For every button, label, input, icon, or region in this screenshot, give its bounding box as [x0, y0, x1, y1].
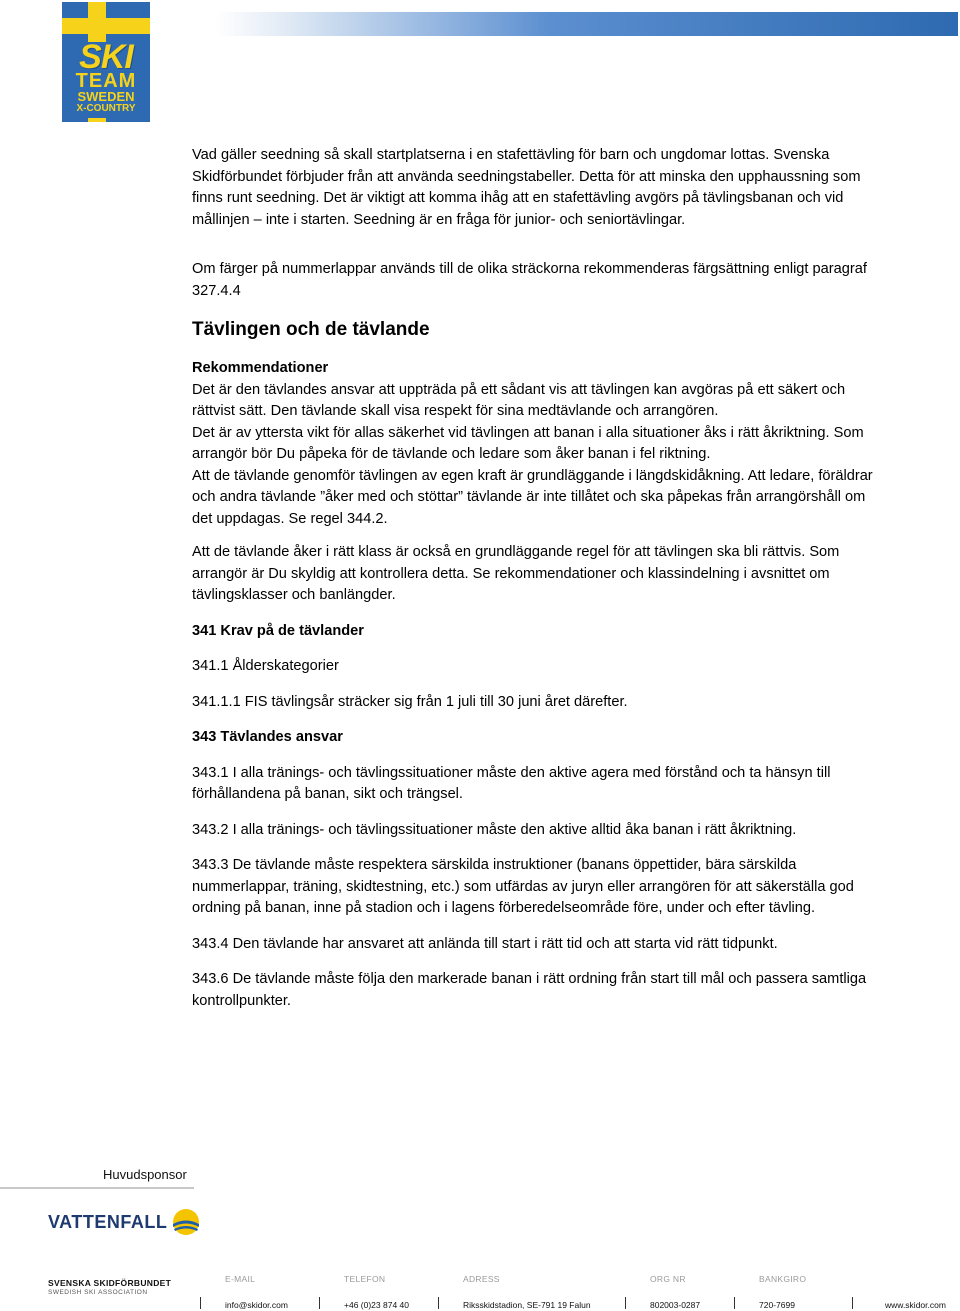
seeding-paragraph: Vad gäller seedning så skall startplatserna i en stafettävling för barn och ungdomar lottas. Svenska Skidförbundet förbjuder från att använda seedningstabeller. Detta för att minska den upphaussning som finns runt seedning. Det är viktigt att komma ihåg att en stafettävling avgörs på tävlingsbanan och vid mållinjen – inte i starten. Seedning är en fråga för junior- och seniortävlingar.: [192, 147, 861, 228]
email-link[interactable]: info@skidor.com: [225, 1300, 288, 1310]
ssf-name: SVENSKA SKIDFÖRBUNDET: [48, 1278, 172, 1288]
footer-separator: [200, 1297, 201, 1309]
footer-separator: [438, 1297, 439, 1309]
address-label: ADRESS: [463, 1274, 500, 1284]
header-gradient-bar: [216, 12, 958, 36]
org-nr-label: ORG NR: [650, 1274, 686, 1284]
footer-separator: [852, 1297, 853, 1309]
org-nr-value: 802003-0287: [650, 1300, 701, 1310]
rule-343-6: 343.6 De tävlande måste följa den markerade banan i rätt ordning från start till mål och passera samtliga kontrollpunkter.: [192, 971, 867, 1009]
phone-label: TELEFON: [344, 1274, 386, 1284]
recommendation-3: Att de tävlande genomför tävlingen av egen kraft är grundläggande i längdskidåkning. Att ledare, föräldrar och andra tävlande ”åker med och stöttar” tävlande är inte tillåtet och ska påpekas från arrangörshåll om det uppdagas. Se regel 344.2.: [192, 467, 873, 527]
recommendation-2: Det är av yttersta vikt för allas säkerhet vid tävlingen att banan i alla situationer åks i rätt åkriktning. Som arrangör bör Du påpeka för de tävlande och ledare som åker banan i fel riktning.: [192, 424, 864, 462]
rule-341-1: 341.1 Ålderskategorier: [192, 658, 339, 674]
rule-343-3: 343.3 De tävlande måste respektera särskilda instruktioner (banans öppettider, bära särskilda nummerlappar, träning, skidtestning, etc.) som utfärdas av juryn eller arrangören för att säkerställa god ordning på banan, inne på stadion och i lagens förberedelseområde före, under och efter tävling.: [192, 857, 854, 916]
vattenfall-logo: [48, 1207, 201, 1237]
rule-343-1: 343.1 I alla tränings- och tävlingssituationer måste den aktive agera med förstånd och ta hänsyn till förhållandena på banan, sikt och trängsel.: [192, 764, 831, 802]
footer-separator: [625, 1297, 626, 1309]
footer-separator: [319, 1297, 320, 1309]
rule-343-title: 343 Tävlandes ansvar: [192, 729, 343, 745]
document-body: [192, 145, 882, 1012]
bankgiro-value: 720-7699: [759, 1300, 795, 1310]
email-label: E-MAIL: [225, 1274, 256, 1284]
ssf-name-english: SWEDISH SKI ASSOCIATION: [48, 1289, 148, 1296]
sponsor-divider: [0, 1187, 194, 1189]
address-value: Riksskidstadion, SE-791 19 Falun: [463, 1300, 591, 1310]
rule-341-1-1: 341.1.1 FIS tävlingsår sträcker sig från 1 juli till 30 juni året därefter.: [192, 693, 628, 710]
section-heading: Tävlingen och de tävlande: [192, 319, 430, 340]
logo-ski-text: SKI: [79, 38, 133, 76]
recommendation-4: Att de tävlande åker i rätt klass är också en grundläggande regel för att tävlingen ska bli rättvis. Som arrangör är Du skyldig att kontrollera detta. Se rekommendationer och klassindelning i avsnittet om tävlingsklasser och banlängder.: [192, 544, 840, 603]
rule-343-4: 343.4 Den tävlande har ansvaret att anlända till start i rätt tid och att starta vid rätt tidpunkt.: [192, 935, 778, 952]
bankgiro-label: BANKGIRO: [759, 1274, 807, 1284]
flag-cross-horizontal: [62, 18, 150, 34]
vattenfall-wordmark: VATTENFALL: [48, 1211, 168, 1232]
logo-discipline-text: X-COUNTRY: [76, 103, 136, 114]
vattenfall-sun-icon: [171, 1207, 201, 1237]
rule-343-2: 343.2 I alla tränings- och tävlingssituationer måste den aktive alltid åka banan i rätt åkriktning.: [192, 821, 797, 838]
footer-separator: [734, 1297, 735, 1309]
recommendation-1: Det är den tävlandes ansvar att uppträda på ett sådant vis att tävlingen kan avgöras på ett säkert och rättvist sätt. Den tävlande skall visa respekt för sina medtävlande och arrangören.: [192, 381, 846, 419]
ssf-logo: [48, 1278, 171, 1297]
phone-value: +46 (0)23 874 40: [344, 1300, 409, 1310]
logo-text-box: [66, 38, 146, 118]
logo-country-text: SWEDEN: [77, 89, 135, 104]
rule-341-title: 341 Krav på de tävlander: [192, 622, 364, 639]
website-link[interactable]: www.skidor.com: [885, 1300, 946, 1310]
recommendations-heading: Rekommendationer: [192, 360, 329, 376]
sponsor-label: Huvudsponsor: [103, 1167, 187, 1182]
bib-color-paragraph: Om färger på nummerlappar används till de olika sträckorna rekommenderas färgsättning enligt paragraf 327.4.4: [192, 261, 867, 299]
ski-team-sweden-logo: [62, 2, 150, 122]
logo-team-text: TEAM: [75, 70, 137, 92]
